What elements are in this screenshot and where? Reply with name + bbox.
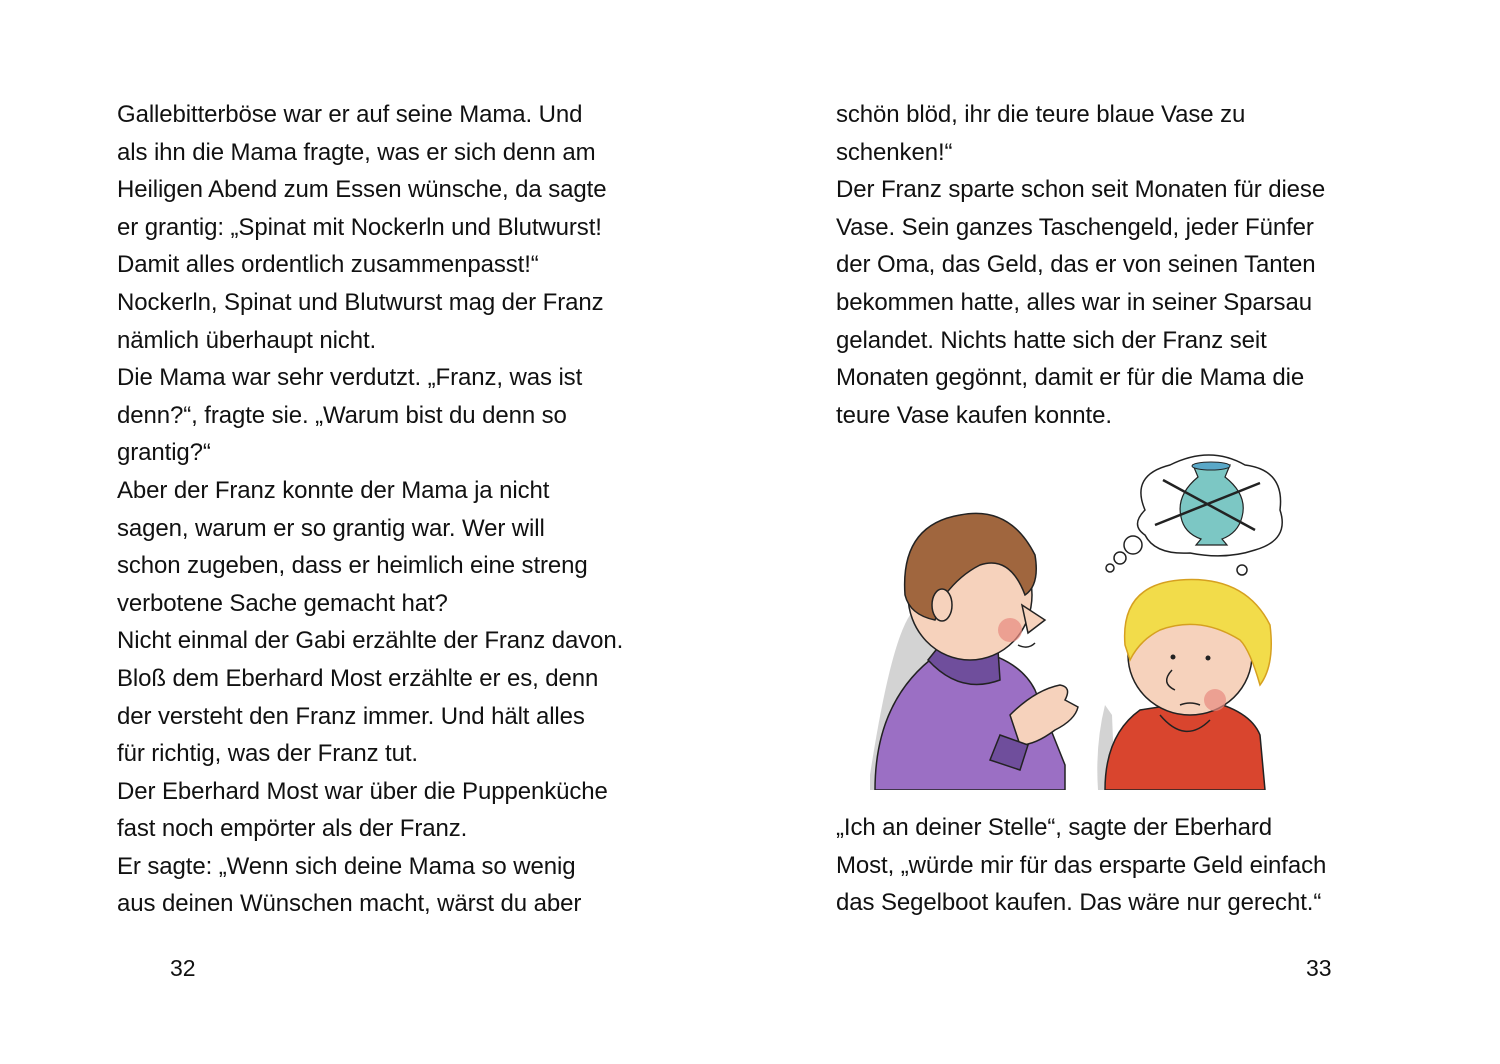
text-line: „Ich an deiner Stelle“, sagte der Eberhard bbox=[836, 814, 1273, 841]
right-page bbox=[750, 0, 1500, 1064]
text-line: Er sagte: „Wenn sich deine Mama so wenig bbox=[117, 852, 576, 880]
text-line: bekommen hatte, alles war in seiner Sparsau bbox=[836, 288, 1312, 316]
text-line: der Oma, das Geld, das er von seinen Tanten bbox=[836, 251, 1316, 279]
text-line: verbotene Sache gemacht hat? bbox=[117, 589, 448, 617]
text-line: Die Mama war sehr verdutzt. „Franz, was ist bbox=[117, 364, 583, 392]
illustration-two-boys bbox=[850, 445, 1290, 790]
text-line: Der Eberhard Most war über die Puppenküche bbox=[117, 777, 608, 805]
text-line: gelandet. Nichts hatte sich der Franz seit bbox=[836, 326, 1267, 354]
text-line: sagen, warum er so grantig war. Wer will bbox=[117, 514, 545, 542]
text-line: Bloß dem Eberhard Most erzählte er es, denn bbox=[117, 664, 599, 692]
text-line: schenken!“ bbox=[836, 138, 953, 166]
text-line: das Segelboot kaufen. Das wäre nur gerecht.“ bbox=[836, 889, 1322, 917]
text-line: als ihn die Mama fragte, was er sich denn am bbox=[117, 138, 596, 166]
text-line: Most, „würde mir für das ersparte Geld einfach bbox=[836, 851, 1327, 879]
text-line: teure Vase kaufen konnte. bbox=[836, 401, 1112, 429]
right-page-text-top bbox=[836, 96, 1325, 434]
text-line: der versteht den Franz immer. Und hält alles bbox=[117, 702, 585, 730]
text-line: denn?“, fragte sie. „Warum bist du denn so bbox=[117, 401, 567, 429]
page-number: 32 bbox=[170, 955, 196, 981]
text-line: fast noch empörter als der Franz. bbox=[117, 815, 468, 843]
text-line: Aber der Franz konnte der Mama ja nicht bbox=[117, 476, 550, 504]
text-line: für richtig, was der Franz tut. bbox=[117, 740, 419, 768]
text-line: nämlich überhaupt nicht. bbox=[117, 326, 377, 354]
text-line: Nockerln, Spinat und Blutwurst mag der Franz bbox=[117, 288, 604, 316]
text-line: Heiligen Abend zum Essen wünsche, da sagte bbox=[117, 176, 607, 204]
text-line: Damit alles ordentlich zusammenpasst!“ bbox=[117, 251, 539, 279]
text-line: aus deinen Wünschen macht, wärst du aber bbox=[117, 890, 582, 918]
text-line: Der Franz sparte schon seit Monaten für diese bbox=[836, 176, 1326, 204]
right-page-text-bottom bbox=[836, 809, 1326, 922]
text-line: schön blöd, ihr die teure blaue Vase zu bbox=[836, 101, 1246, 128]
page-number: 33 bbox=[1306, 955, 1332, 981]
left-page-text bbox=[117, 96, 623, 923]
text-line: schon zugeben, dass er heimlich eine streng bbox=[117, 552, 588, 580]
text-line: Nicht einmal der Gabi erzählte der Franz davon. bbox=[117, 627, 624, 655]
text-line: Monaten gegönnt, damit er für die Mama die bbox=[836, 364, 1305, 392]
text-line: er grantig: „Spinat mit Nockerln und Blutwurst! bbox=[117, 213, 602, 241]
text-line: grantig?“ bbox=[117, 439, 211, 467]
text-line: Gallebitterböse war er auf seine Mama. Und bbox=[117, 101, 583, 128]
text-line: Vase. Sein ganzes Taschengeld, jeder Fünfer bbox=[836, 213, 1314, 241]
